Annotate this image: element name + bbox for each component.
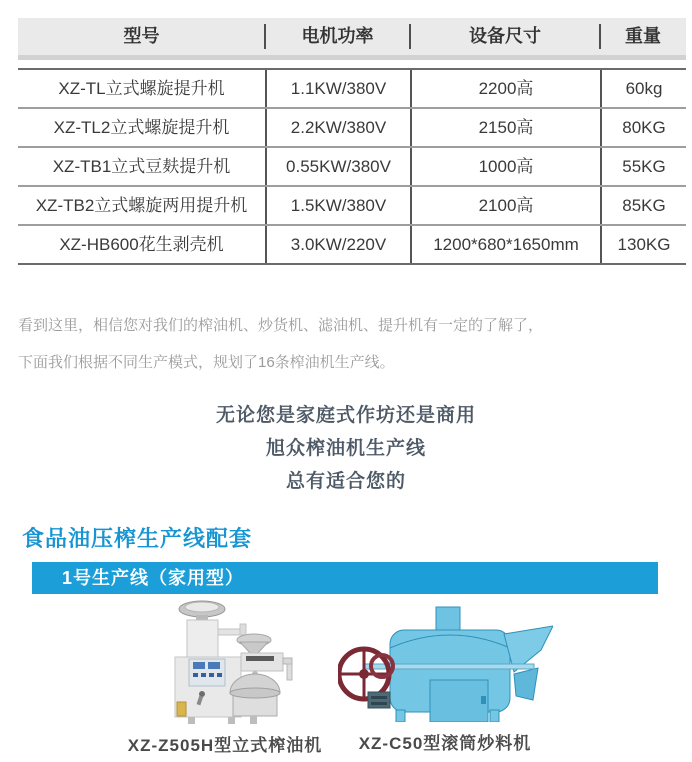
oil-press-machine-image [150, 598, 300, 724]
cell-weight: 130KG [600, 226, 686, 263]
cell-motor: 3.0KW/220V [265, 226, 410, 263]
section-title: 食品油压榨生产线配套 [22, 526, 253, 551]
cell-dimensions: 1000高 [410, 148, 600, 185]
cell-model: XZ-TL立式螺旋提升机 [58, 79, 225, 98]
column-header-motor: 电机功率 [265, 18, 410, 55]
table-header-row [18, 18, 686, 55]
cell-motor: 2.2KW/380V [265, 109, 410, 146]
product-oil-press [105, 598, 345, 756]
product-page [0, 18, 692, 762]
cell-motor: 1.5KW/380V [265, 187, 410, 224]
product-gallery [0, 598, 692, 756]
cell-model: XZ-HB600花生剥壳机 [59, 235, 224, 254]
cell-weight: 85KG [600, 187, 686, 224]
slogan-line-3: 总有适合您的 [285, 471, 406, 492]
cell-model: XZ-TB2立式螺旋两用提升机 [35, 196, 248, 215]
intro-line-2: 下面我们根据不同生产模式，规划了16条榨油机生产线。 [18, 354, 395, 371]
cell-dimensions: 2100高 [410, 187, 600, 224]
cell-motor: 1.1KW/380V [265, 70, 410, 107]
cell-dimensions: 1200*680*1650mm [410, 226, 600, 263]
product-drum-roaster [330, 604, 560, 754]
product-caption: XZ-C50型滚筒炒料机 [358, 734, 532, 753]
cell-dimensions: 2200高 [410, 70, 600, 107]
column-header-dimensions: 设备尺寸 [410, 18, 600, 55]
cell-weight: 55KG [600, 148, 686, 185]
cell-model: XZ-TL2立式螺旋提升机 [53, 118, 230, 137]
column-header-model: 型号 [123, 26, 160, 46]
cell-motor: 0.55KW/380V [265, 148, 410, 185]
intro-line-1: 看到这里，相信您对我们的榨油机、炒货机、滤油机、提升机有一定的了解了， [18, 317, 544, 334]
slogan-line-2: 旭众榨油机生产线 [265, 438, 426, 459]
table-row [18, 109, 686, 148]
table-row [18, 226, 686, 265]
table-row [18, 148, 686, 187]
slogan-line-1: 无论您是家庭式作坊还是商用 [215, 405, 476, 426]
table-body [18, 68, 686, 265]
drum-roaster-machine-image [338, 604, 553, 722]
cell-weight: 80KG [600, 109, 686, 146]
production-line-banner: 1号生产线（家用型） [32, 562, 658, 594]
spec-table [18, 18, 686, 265]
intro-paragraph [18, 307, 674, 381]
column-header-weight: 重量 [600, 18, 686, 55]
product-caption: XZ-Z505H型立式榨油机 [127, 736, 323, 755]
table-row [18, 70, 686, 109]
cell-dimensions: 2150高 [410, 109, 600, 146]
cell-model: XZ-TB1立式豆麸提升机 [52, 157, 231, 176]
table-row [18, 187, 686, 226]
table-header-divider [18, 55, 686, 60]
slogan-block [0, 399, 692, 498]
cell-weight: 60kg [600, 70, 686, 107]
